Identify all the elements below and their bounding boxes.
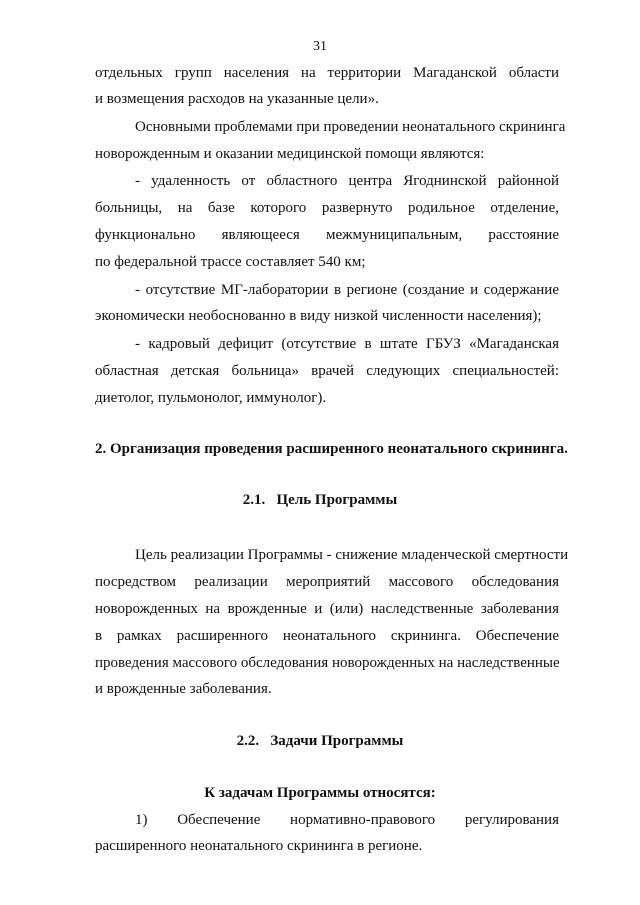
goal-line-6: и врожденные заболевания.: [95, 681, 272, 697]
goal-line-2: посредством реализации мероприятий массового обследования: [95, 574, 559, 590]
task-1-line-1: 1) Обеспечение нормативно-правового регулирования: [135, 812, 559, 828]
problem-2-line-2: экономически необоснованно в виду низкой численности населения);: [95, 308, 542, 324]
problems-intro-line-2: новорожденным и оказании медицинской помощи являются:: [95, 146, 485, 162]
section-2-heading: 2. Организация проведения расширенного неонатального скрининга.: [95, 441, 568, 457]
paragraph-continuation-line-2: и возмещения расходов на указанные цели».: [95, 91, 379, 107]
problem-1-line-1: - удаленность от областного центра Ягоднинской районной: [135, 173, 559, 189]
problem-1-line-3: функционально являющееся межмуниципальным, расстояние: [95, 227, 559, 243]
problem-3-line-3: диетолог, пульмонолог, иммунолог).: [95, 390, 327, 406]
page-number: 31: [313, 39, 327, 54]
problem-1-line-2: больницы, на базе которого развернуто родильное отделение,: [95, 200, 559, 216]
goal-line-1: Цель реализации Программы - снижение младенческой смертности: [135, 547, 569, 563]
problem-2-line-1: - отсутствие МГ-лаборатории в регионе (создание и содержание: [135, 282, 559, 298]
problem-1-line-4: по федеральной трассе составляет 540 км;: [95, 254, 366, 270]
goal-line-3: новорожденных на врожденные и (или) наследственные заболевания: [95, 601, 559, 617]
goal-line-5: проведения массового обследования новорожденных на наследственные: [95, 655, 560, 671]
section-2-1-heading: 2.1. Цель Программы: [242, 492, 398, 508]
problem-3-line-1: - кадровый дефицит (отсутствие в штате ГБУЗ «Магаданская: [135, 336, 559, 352]
goal-line-4: в рамках расширенного неонатального скрининга. Обеспечение: [95, 628, 559, 644]
tasks-heading: К задачам Программы относятся:: [204, 785, 436, 801]
problem-3-line-2: областная детская больница» врачей следующих специальностей:: [95, 363, 559, 379]
paragraph-continuation-line-1: отдельных групп населения на территории Магаданской области: [95, 65, 559, 81]
task-1-line-2: расширенного неонатального скрининга в регионе.: [95, 838, 423, 854]
section-2-2-heading: 2.2. Задачи Программы: [236, 733, 404, 749]
problems-intro-line-1: Основными проблемами при проведении неонатального скрининга: [135, 119, 566, 135]
